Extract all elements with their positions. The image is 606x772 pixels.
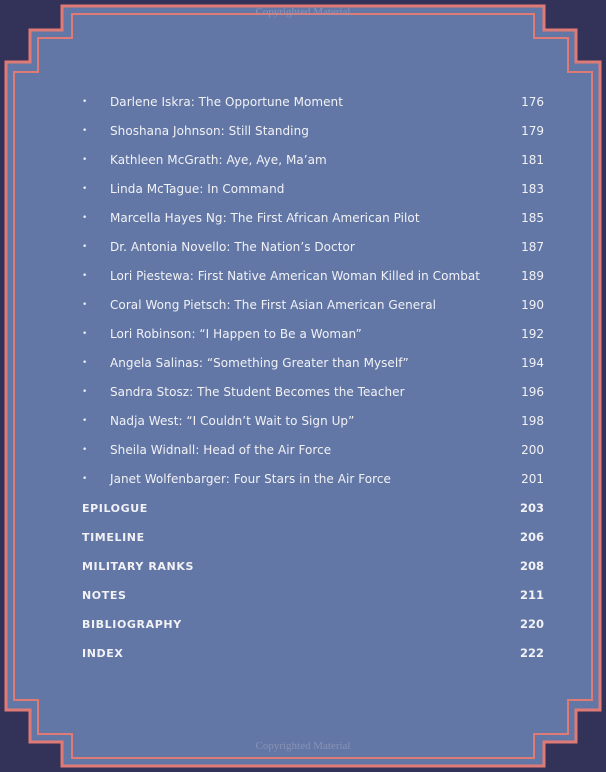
toc-entry[interactable]: [82, 465, 544, 494]
toc-entry[interactable]: [82, 117, 544, 146]
section-page: 206: [519, 530, 544, 544]
section-page: 222: [519, 646, 544, 660]
bullet-icon: •: [82, 213, 88, 223]
entry-title: Marcella Hayes Ng: The First African American Pilot: [110, 211, 420, 225]
entry-page: 190: [521, 298, 544, 312]
table-of-contents: [82, 88, 544, 668]
entry-title: Dr. Antonia Novello: The Nation’s Doctor: [110, 240, 355, 254]
section-page: 220: [519, 617, 544, 631]
entry-title: Lori Piestewa: First Native American Woman Killed in Combat: [110, 269, 481, 283]
toc-entry[interactable]: [82, 291, 544, 320]
entry-title: Angela Salinas: “Something Greater than Myself”: [110, 356, 409, 370]
bullet-icon: •: [82, 416, 88, 426]
toc-entry[interactable]: [82, 349, 544, 378]
section-title: INDEX: [82, 647, 124, 660]
entry-title: Darlene Iskra: The Opportune Moment: [110, 95, 343, 109]
toc-entry[interactable]: [82, 436, 544, 465]
toc-entry[interactable]: [82, 233, 544, 262]
toc-entry[interactable]: [82, 407, 544, 436]
section-page: 211: [519, 588, 544, 602]
section-title: MILITARY RANKS: [82, 560, 195, 573]
entry-page: 196: [521, 385, 544, 399]
entry-page: 179: [521, 124, 544, 138]
section-title: BIBLIOGRAPHY: [82, 618, 182, 631]
bullet-icon: •: [82, 300, 88, 310]
bullet-icon: •: [82, 474, 88, 484]
toc-section-military-ranks[interactable]: [82, 552, 544, 581]
toc-entry[interactable]: [82, 262, 544, 291]
toc-entry[interactable]: [82, 146, 544, 175]
bullet-icon: •: [82, 358, 88, 368]
section-title: TIMELINE: [82, 531, 145, 544]
entry-title: Sandra Stosz: The Student Becomes the Teacher: [110, 385, 405, 399]
entry-page: 189: [521, 269, 544, 283]
bullet-icon: •: [82, 126, 88, 136]
toc-entry[interactable]: [82, 175, 544, 204]
section-title: EPILOGUE: [82, 502, 148, 515]
entry-page: 192: [521, 327, 544, 341]
entry-title: Lori Robinson: “I Happen to Be a Woman”: [110, 327, 362, 341]
entry-page: 200: [521, 443, 544, 457]
entry-page: 185: [521, 211, 544, 225]
entry-title: Kathleen McGrath: Aye, Aye, Ma’am: [110, 153, 327, 167]
bullet-icon: •: [82, 445, 88, 455]
watermark-top: Copyrighted Material: [255, 6, 351, 18]
toc-section-bibliography[interactable]: [82, 610, 544, 639]
entry-title: Linda McTague: In Command: [110, 182, 285, 196]
section-page: 208: [519, 559, 544, 573]
entry-page: 201: [521, 472, 544, 486]
bullet-icon: •: [82, 184, 88, 194]
entry-page: 181: [521, 153, 544, 167]
entry-title: Janet Wolfenbarger: Four Stars in the Air Force: [110, 472, 391, 486]
entry-page: 183: [521, 182, 544, 196]
entry-title: Sheila Widnall: Head of the Air Force: [110, 443, 332, 457]
toc-entry[interactable]: [82, 378, 544, 407]
toc-entry[interactable]: [82, 320, 544, 349]
bullet-icon: •: [82, 329, 88, 339]
section-title: NOTES: [82, 589, 127, 602]
toc-entry[interactable]: [82, 204, 544, 233]
toc-section-epilogue[interactable]: [82, 494, 544, 523]
entry-title: Nadja West: “I Couldn’t Wait to Sign Up”: [110, 414, 355, 428]
toc-section-timeline[interactable]: [82, 523, 544, 552]
bullet-icon: •: [82, 387, 88, 397]
bullet-icon: •: [82, 242, 88, 252]
entry-page: 176: [521, 95, 544, 109]
watermark-bottom: Copyrighted Material: [255, 740, 351, 752]
section-page: 203: [519, 501, 544, 515]
entry-title: Shoshana Johnson: Still Standing: [110, 124, 309, 138]
bullet-icon: •: [82, 97, 88, 107]
toc-entry[interactable]: [82, 88, 544, 117]
entry-page: 187: [521, 240, 544, 254]
toc-section-notes[interactable]: [82, 581, 544, 610]
entry-page: 198: [521, 414, 544, 428]
entry-page: 194: [521, 356, 544, 370]
entry-title: Coral Wong Pietsch: The First Asian American General: [110, 298, 436, 312]
bullet-icon: •: [82, 271, 88, 281]
toc-section-index[interactable]: [82, 639, 544, 668]
bullet-icon: •: [82, 155, 88, 165]
